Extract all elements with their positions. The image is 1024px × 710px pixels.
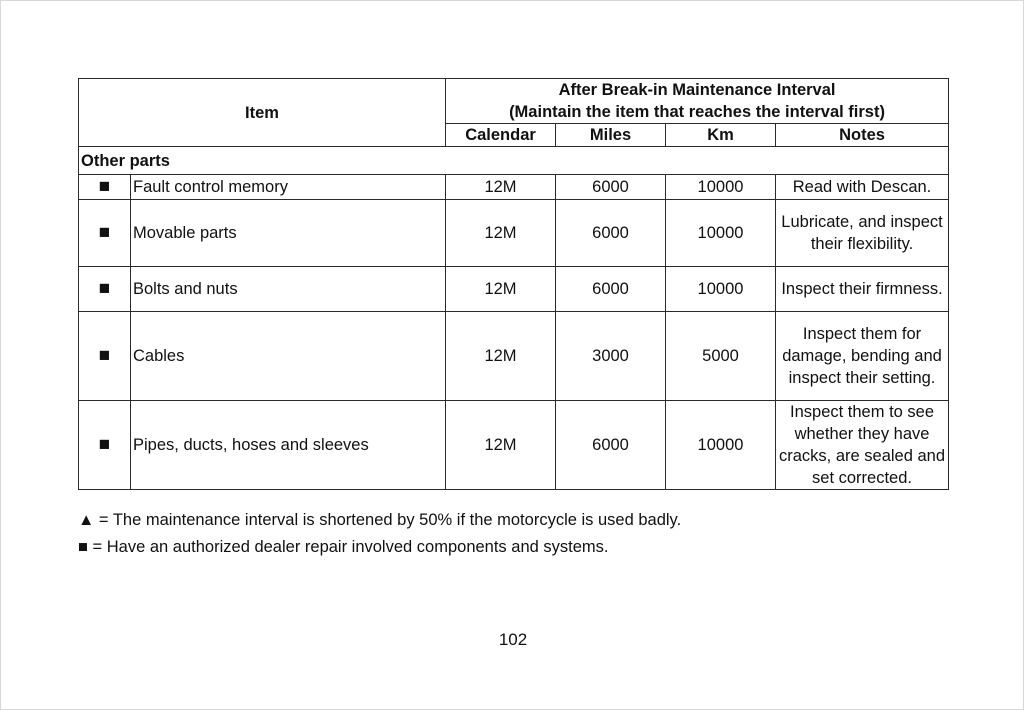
- table-row: [79, 175, 949, 200]
- bullet-icon: ■: [79, 267, 131, 312]
- interval-title: After Break-in Maintenance Interval: [558, 81, 836, 99]
- notes-column-header: Notes: [776, 124, 949, 147]
- maintenance-table: [78, 78, 949, 490]
- item-cell: Bolts and nuts: [131, 267, 446, 312]
- notes-cell: Lubricate, and inspect their flexibility.: [776, 200, 949, 267]
- calendar-cell: 12M: [446, 401, 556, 490]
- table-row: [79, 401, 949, 490]
- km-cell: 5000: [666, 312, 776, 401]
- calendar-cell: 12M: [446, 175, 556, 200]
- calendar-cell: 12M: [446, 267, 556, 312]
- interval-group-header: [446, 79, 949, 124]
- interval-subtitle: (Maintain the item that reaches the interval first): [509, 103, 885, 121]
- miles-cell: 6000: [556, 401, 666, 490]
- miles-cell: 6000: [556, 200, 666, 267]
- legend-triangle-note: ▲ = The maintenance interval is shortened by 50% if the motorcycle is used badly.: [78, 511, 682, 529]
- notes-cell: Inspect their firmness.: [776, 267, 949, 312]
- section-title: Other parts: [79, 147, 949, 175]
- legend-square-note: ■ = Have an authorized dealer repair involved components and systems.: [78, 538, 609, 556]
- calendar-cell: 12M: [446, 200, 556, 267]
- section-row: [79, 147, 949, 175]
- bullet-icon: ■: [79, 312, 131, 401]
- km-cell: 10000: [666, 267, 776, 312]
- item-cell: Cables: [131, 312, 446, 401]
- item-cell: Pipes, ducts, hoses and sleeves: [131, 401, 446, 490]
- calendar-column-header: Calendar: [446, 124, 556, 147]
- km-column-header: Km: [666, 124, 776, 147]
- notes-cell: Read with Descan.: [776, 175, 949, 200]
- table-row: [79, 200, 949, 267]
- miles-cell: 6000: [556, 267, 666, 312]
- km-cell: 10000: [666, 200, 776, 267]
- bullet-icon: ■: [79, 401, 131, 490]
- calendar-cell: 12M: [446, 312, 556, 401]
- km-cell: 10000: [666, 175, 776, 200]
- item-cell: Fault control memory: [131, 175, 446, 200]
- km-cell: 10000: [666, 401, 776, 490]
- table-row: [79, 312, 949, 401]
- item-cell: Movable parts: [131, 200, 446, 267]
- notes-cell: Inspect them for damage, bending and inspect their setting.: [776, 312, 949, 401]
- page-number: 102: [498, 630, 528, 649]
- miles-column-header: Miles: [556, 124, 666, 147]
- miles-cell: 6000: [556, 175, 666, 200]
- bullet-icon: ■: [79, 200, 131, 267]
- bullet-icon: ■: [79, 175, 131, 200]
- miles-cell: 3000: [556, 312, 666, 401]
- table-row: [79, 267, 949, 312]
- notes-cell: Inspect them to see whether they have cracks, are sealed and set corrected.: [776, 401, 949, 490]
- item-column-header: Item: [79, 79, 446, 147]
